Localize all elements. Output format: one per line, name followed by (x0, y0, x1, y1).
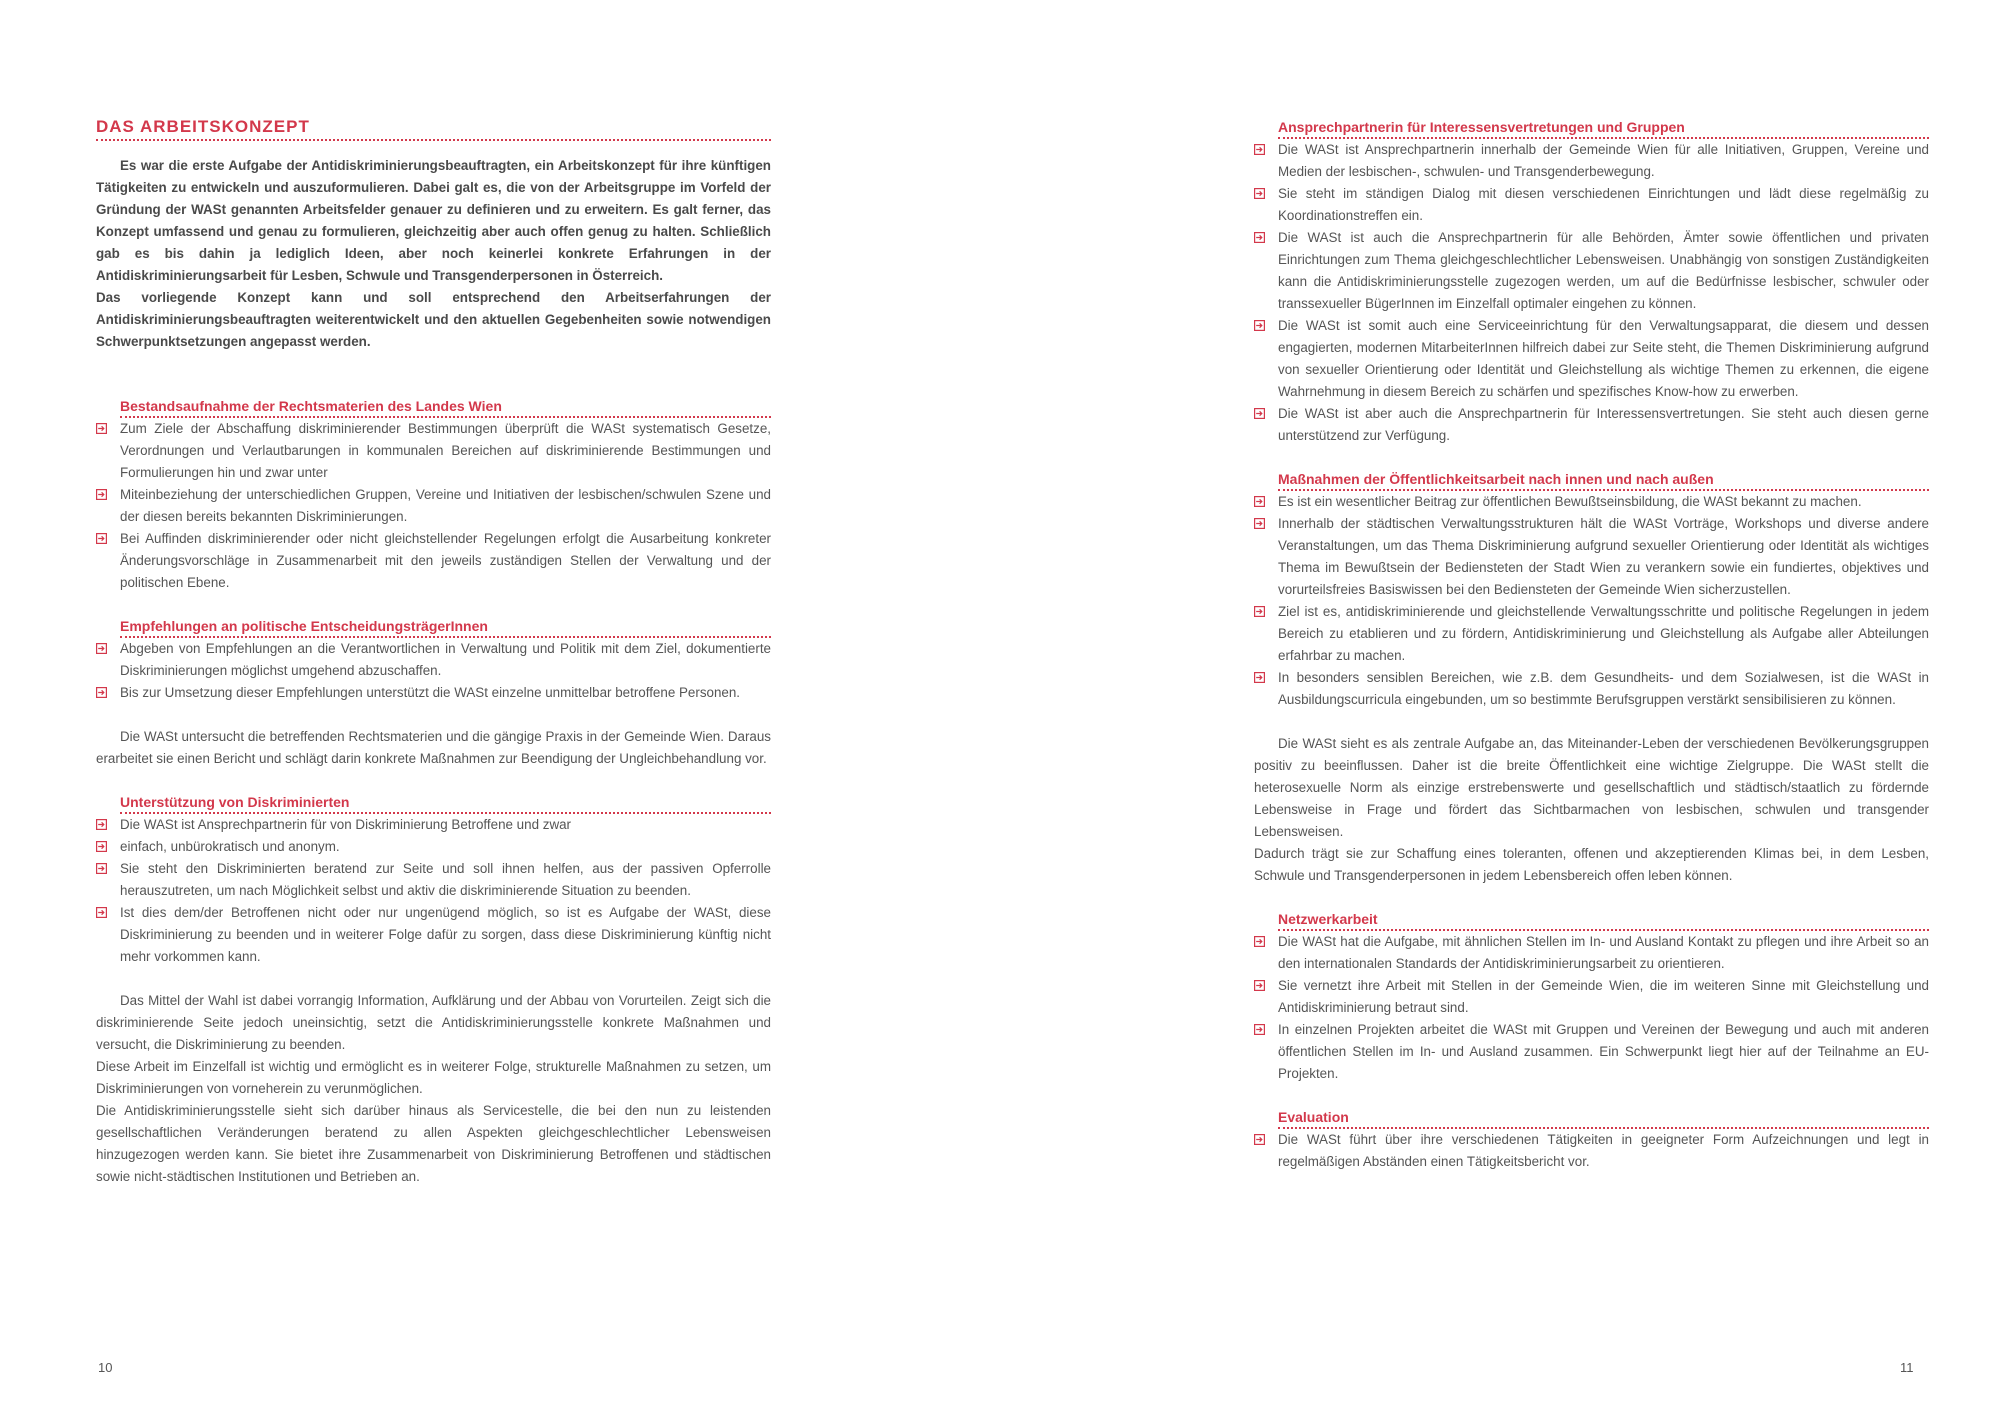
arrow-box-icon (1254, 408, 1265, 419)
arrow-box-icon (1254, 232, 1265, 243)
intro-paragraph: Es war die erste Aufgabe der Antidiskriminierungsbeauftragten, ein Arbeitskonzept für ihre künftigen Tätigkeiten zu entwickeln und auszuformulieren. Dabei galt es, die von der Arbeitsgruppe im Vorfeld der Gründung der WASt genannten Arbeitsfelder genauer zu definieren und zu erweitern. Es galt ferner, das Konzept umfassend und genau zu formulieren, gleichzeitig aber auch offen genug zu halten. Schließlich gab es bis dahin ja lediglich Ideen, aber noch keinerlei konkrete Erfahrungen in der Antidiskriminierungsarbeit für Lesben, Schwule und Transgenderpersonen in Österreich. (96, 158, 771, 283)
bullet-list (96, 418, 771, 594)
list-item-text: Die WASt ist Ansprechpartnerin innerhalb der Gemeinde Wien für alle Initiativen, Gruppen, Vereine und Medien der lesbischen-, schwulen- und Transgenderbewegung. (1278, 142, 1929, 179)
list-item (1254, 491, 1929, 513)
list-item-text: einfach, unbürokratisch und anonym. (120, 839, 340, 854)
list-item (1254, 601, 1929, 667)
list-item (96, 638, 771, 682)
list-item-text: Die WASt ist auch die Ansprechpartnerin für alle Behörden, Ämter sowie öffentlichen und privaten Einrichtungen zum Thema gleichgeschlechtlicher Lebensweisen. Unabhängig von sonstigen Zuständigkeiten kann die Antidiskriminierungsstelle zugezogen werden, um auf die Bedürfnisse lesbischer, schwuler oder transsexueller BügerInnen im Einzelfall optimaler eingehen zu können. (1278, 230, 1929, 311)
list-item (1254, 183, 1929, 227)
bullet-list (1254, 491, 1929, 711)
arrow-box-icon (96, 423, 107, 434)
list-item (96, 418, 771, 484)
arrow-box-icon (96, 819, 107, 830)
list-item (96, 528, 771, 594)
list-item-text: Ist dies dem/der Betroffenen nicht oder nur ungenügend möglich, so ist es Aufgabe der WASt, diese Diskriminierung zu beenden und in weiterer Folge dafür zu sorgen, dass diese Diskriminierung künftig nicht mehr vorkommen kann. (120, 905, 771, 964)
arrow-box-icon (1254, 672, 1265, 683)
section-bestandsaufnahme (96, 396, 771, 594)
list-item-text: Ziel ist es, antidiskriminierende und gleichstellende Verwaltungsschritte und politische Regelungen in jedem Bereich zu etablieren und zu fördern, Antidiskriminierung und Gleichstellung als Aufgabe aller Abteilungen erfahrbar zu machen. (1278, 604, 1929, 663)
list-item-text: Sie steht im ständigen Dialog mit diesen verschiedenen Einrichtungen und lädt diese regelmäßig zu Koordinationstreffen ein. (1278, 186, 1929, 223)
section-title: Bestandsaufnahme der Rechtsmaterien des Landes Wien (120, 396, 771, 418)
list-item (96, 858, 771, 902)
arrow-box-icon (1254, 606, 1265, 617)
list-item (1254, 1019, 1929, 1085)
list-item (96, 814, 771, 836)
list-item (1254, 227, 1929, 315)
bullet-list (1254, 1129, 1929, 1173)
list-item (96, 682, 771, 704)
section-title: Empfehlungen an politische EntscheidungsträgerInnen (120, 616, 771, 638)
left-column (96, 116, 771, 1188)
section-evaluation (1254, 1107, 1929, 1173)
arrow-box-icon (96, 533, 107, 544)
bullet-list (96, 814, 771, 968)
arrow-box-icon (1254, 188, 1265, 199)
paragraph-text: Das Mittel der Wahl ist dabei vorrangig Information, Aufklärung und der Abbau von Vorurteilen. Zeigt sich die diskriminierende Seite jedoch uneinsichtig, setzt die Antidiskriminierungsstelle konkrete Maßnahmen und versucht, die Diskriminierung zu beenden. (96, 993, 771, 1052)
closing-paragraphs (96, 990, 771, 1188)
right-page (1000, 0, 2000, 1415)
bullet-list (1254, 931, 1929, 1085)
list-item (1254, 1129, 1929, 1173)
paragraph-text: Dadurch trägt sie zur Schaffung eines toleranten, offenen und akzeptierenden Klimas bei, in dem Lesben, Schwule und Transgenderpersonen in jedem Lebensbereich offen leben können. (1254, 846, 1929, 883)
arrow-box-icon (1254, 320, 1265, 331)
list-item-text: Abgeben von Empfehlungen an die Verantwortlichen in Verwaltung und Politik mit dem Ziel, dokumentierte Diskriminierungen möglichst umgehend abzuschaffen. (120, 641, 771, 678)
arrow-box-icon (96, 687, 107, 698)
list-item (96, 484, 771, 528)
arrow-box-icon (1254, 936, 1265, 947)
list-item (1254, 931, 1929, 975)
intro (96, 155, 771, 353)
list-item (1254, 139, 1929, 183)
list-item (1254, 513, 1929, 601)
arrow-box-icon (1254, 518, 1265, 529)
list-item-text: Die WASt ist aber auch die Ansprechpartnerin für Interessensvertretungen. Sie steht auch diesen gerne unterstützend zur Verfügung. (1278, 406, 1929, 443)
body-paragraph (1254, 733, 1929, 887)
arrow-box-icon (96, 907, 107, 918)
section-empfehlungen (96, 616, 771, 704)
list-item (96, 836, 771, 858)
paragraph-text: Die WASt sieht es als zentrale Aufgabe an, das Miteinander-Leben der verschiedenen Bevölkerungsgruppen positiv zu beeinflussen. Daher ist die breite Öffentlichkeit eine wichtige Zielgruppe. Die WASt stellt die heterosexuelle Norm als einzige erstrebenswerte und gesellschaftlich und städtisch/staatlich zu fördernde Lebensweise in Frage und fördert das Sichtbarmachen von lesbischen, schwulen und transgender Lebensweisen. (1254, 736, 1929, 839)
list-item-text: Die WASt ist somit auch eine Serviceeinrichtung für den Verwaltungsapparat, die diesem und dessen engagierten, modernen MitarbeiterInnen hilfreich dabei zur Seite steht, die Themen Diskriminierung aufgrund von sexueller Orientierung oder Identität und Gleichstellung als wichtige Themen zu erkennen, die eigene Wahrnehmung in diesem Bereich zu schärfen und spezifisches Know-how zu erwerben. (1278, 318, 1929, 399)
bullet-list (1254, 139, 1929, 447)
section-unterstuetzung (96, 792, 771, 968)
list-item-text: Die WASt ist Ansprechpartnerin für von Diskriminierung Betroffene und zwar (120, 817, 572, 832)
section-title: Ansprechpartnerin für Interessensvertretungen und Gruppen (1278, 117, 1929, 139)
intro-paragraph: Das vorliegende Konzept kann und soll entsprechend den Arbeitserfahrungen der Antidiskriminierungsbeauftragten weiterentwickelt und den aktuellen Gegebenheiten sowie notwendigen Schwerpunktsetzungen angepasst werden. (96, 290, 771, 349)
arrow-box-icon (1254, 496, 1265, 507)
list-item (1254, 975, 1929, 1019)
paragraph-text: Die WASt untersucht die betreffenden Rechtsmaterien und die gängige Praxis in der Gemeinde Wien. Daraus erarbeitet sie einen Bericht und schlägt darin konkrete Maßnahmen zur Beendigung der Ungleichbehandlung vor. (96, 729, 771, 766)
arrow-box-icon (96, 643, 107, 654)
list-item (1254, 403, 1929, 447)
arrow-box-icon (96, 863, 107, 874)
list-item-text: Zum Ziele der Abschaffung diskriminierender Bestimmungen überprüft die WASt systematisch Gesetze, Verordnungen und Verlautbarungen in kommunalen Bereichen auf diskriminierende Bestimmungen und Formulierungen hin und zwar unter (120, 421, 771, 480)
list-item-text: In einzelnen Projekten arbeitet die WASt mit Gruppen und Vereinen der Bewegung und auch mit anderen öffentlichen Stellen im In- und Ausland zusammen. Ein Schwerpunkt liegt hier auf der Teilnahme an EU-Projekten. (1278, 1022, 1929, 1081)
section-netzwerkarbeit (1254, 909, 1929, 1085)
list-item-text: Sie steht den Diskriminierten beratend zur Seite und soll ihnen helfen, aus der passiven Opferrolle herauszutreten, um nach Möglichkeit selbst und aktiv die diskriminierende Situation zu beenden. (120, 861, 771, 898)
section-title: Evaluation (1278, 1107, 1929, 1129)
list-item-text: Bis zur Umsetzung dieser Empfehlungen unterstützt die WASt einzelne unmittelbar betroffene Personen. (120, 685, 741, 700)
page-number: 10 (98, 1360, 113, 1375)
list-item-text: Die WASt hat die Aufgabe, mit ähnlichen Stellen im In- und Ausland Kontakt zu pflegen und ihre Arbeit so an den internationalen Standards der Antidiskriminierungsarbeit zu orientieren. (1278, 934, 1929, 971)
list-item-text: Sie vernetzt ihre Arbeit mit Stellen in der Gemeinde Wien, die im weiteren Sinne mit Gleichstellung und Antidiskriminierung betraut sind. (1278, 978, 1929, 1015)
list-item (1254, 315, 1929, 403)
paragraph-text: Die Antidiskriminierungsstelle sieht sich darüber hinaus als Servicestelle, die bei den nun zu leistenden gesellschaftlichen Veränderungen beratend zu allen Aspekten gleichgeschlechtlicher Lebensweisen hinzugezogen werden kann. Sie bietet ihre Zusammenarbeit von Diskriminierung Betroffenen und städtischen sowie nicht-städtischen Institutionen und Betrieben an. (96, 1103, 771, 1184)
paragraph-text: Diese Arbeit im Einzelfall ist wichtig und ermöglicht es in weiterer Folge, strukturelle Maßnahmen zu setzen, um Diskriminierungen von vorneherein zu verunmöglichen. (96, 1059, 771, 1096)
list-item (96, 902, 771, 968)
section-title: Netzwerkarbeit (1278, 909, 1929, 931)
list-item-text: Innerhalb der städtischen Verwaltungsstrukturen hält die WASt Vorträge, Workshops und diverse andere Veranstaltungen, um das Thema Diskriminierung aufgrund sexueller Orientierung oder Identität als wichtiges Thema im Bewußtsein der Bediensteten der Stadt Wien zu verankern sowie ein fundiertes, objektives und vorurteilsfreies Basiswissen bei den Bediensteten der Gemeinde Wien sicherzustellen. (1278, 516, 1929, 597)
list-item (1254, 667, 1929, 711)
list-item-text: In besonders sensiblen Bereichen, wie z.B. dem Gesundheits- und dem Sozialwesen, ist die WASt in Ausbildungscurricula eingebunden, um so bestimmte Berufsgruppen verstärkt sensibilisieren zu können. (1278, 670, 1929, 707)
arrow-box-icon (96, 841, 107, 852)
arrow-box-icon (1254, 1134, 1265, 1145)
arrow-box-icon (1254, 980, 1265, 991)
right-column (1254, 117, 1929, 1173)
section-title: Maßnahmen der Öffentlichkeitsarbeit nach innen und nach außen (1278, 469, 1929, 491)
bullet-list (96, 638, 771, 704)
arrow-box-icon (1254, 1024, 1265, 1035)
section-title: Unterstützung von Diskriminierten (120, 792, 771, 814)
page-number: 11 (1900, 1360, 1914, 1375)
page-title: DAS ARBEITSKONZEPT (96, 116, 771, 141)
arrow-box-icon (96, 489, 107, 500)
section-ansprechpartnerin (1254, 117, 1929, 447)
body-paragraph (96, 726, 771, 770)
list-item-text: Miteinbeziehung der unterschiedlichen Gruppen, Vereine und Initiativen der lesbischen/schwulen Szene und der diesen bereits bekannten Diskriminierungen. (120, 487, 771, 524)
list-item-text: Es ist ein wesentlicher Beitrag zur öffentlichen Bewußtseinsbildung, die WASt bekannt zu machen. (1278, 494, 1862, 509)
list-item-text: Die WASt führt über ihre verschiedenen Tätigkeiten in geeigneter Form Aufzeichnungen und legt in regelmäßigen Abständen einen Tätigkeitsbericht vor. (1278, 1132, 1929, 1169)
list-item-text: Bei Auffinden diskriminierender oder nicht gleichstellender Regelungen erfolgt die Ausarbeitung konkreter Änderungsvorschläge in Zusammenarbeit mit den jeweils zuständigen Stellen der Verwaltung und der politischen Ebene. (120, 531, 771, 590)
arrow-box-icon (1254, 144, 1265, 155)
section-oeffentlichkeitsarbeit (1254, 469, 1929, 711)
